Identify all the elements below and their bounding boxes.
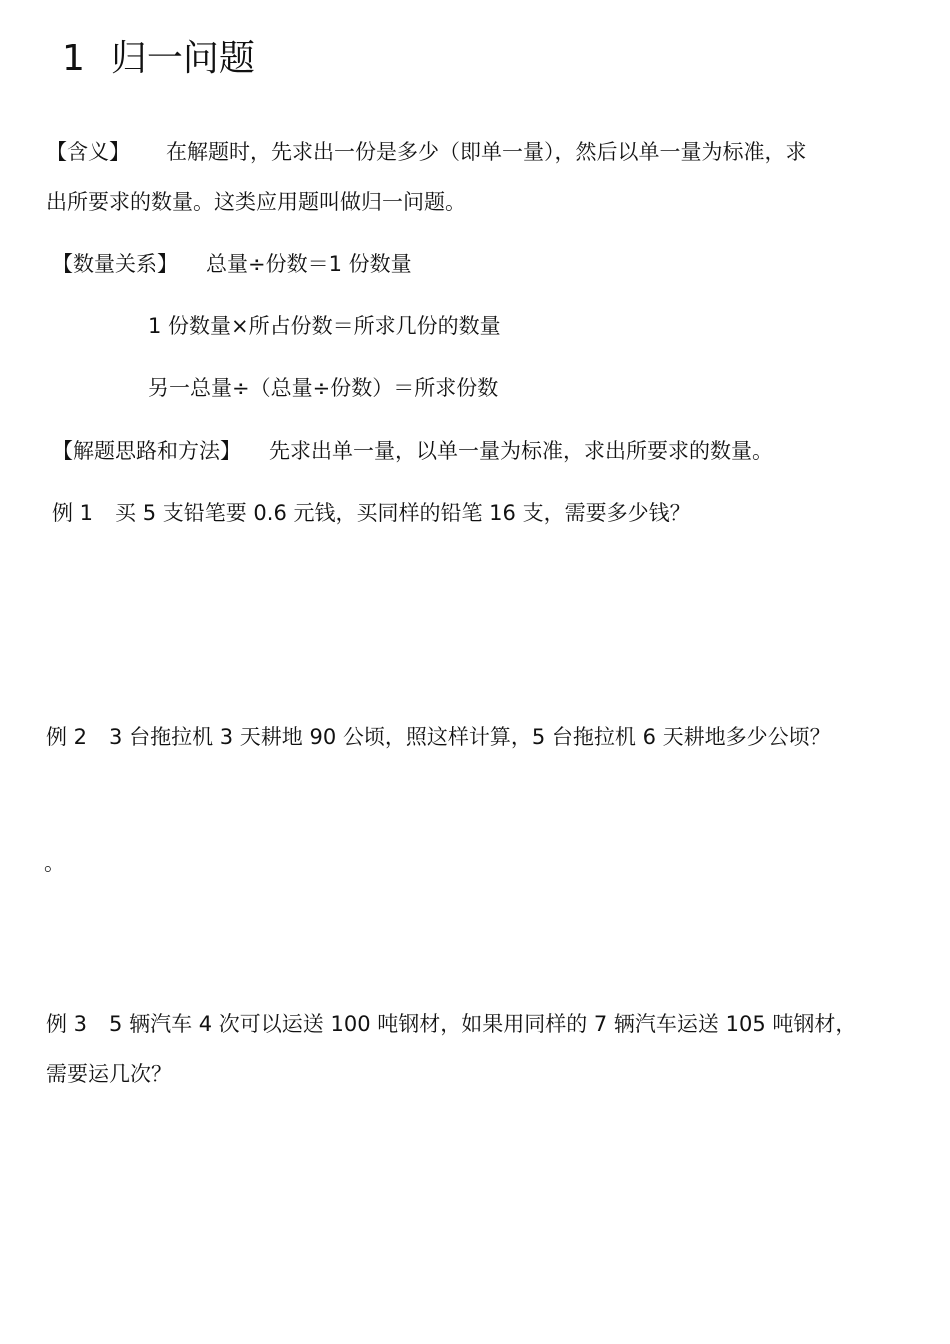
example-3-line-2: 需要运几次？ [46, 1062, 172, 1086]
example-1-label: 例 1 [52, 501, 94, 525]
relations-formula-2: 1 份数量×所占份数＝所求几份的数量 [148, 314, 501, 338]
example-1 [52, 498, 691, 528]
method-line [52, 436, 773, 466]
relations-label: 【数量关系】 [52, 252, 178, 276]
page-title [62, 34, 255, 84]
example-3 [46, 1009, 856, 1039]
meaning-text-1: 在解题时，先求出一份是多少（即单一量），然后以单一量为标准，求 [166, 140, 807, 164]
example-2 [46, 722, 831, 752]
example-2-text: 3 台拖拉机 3 天耕地 90 公顷，照这样计算，5 台拖拉机 6 天耕地多少公顷？ [109, 725, 831, 749]
relations-line-1 [52, 249, 412, 279]
meaning-line-2: 出所要求的数量。这类应用题叫做归一问题。 [46, 190, 466, 214]
example-3-text: 5 辆汽车 4 次可以运送 100 吨钢材，如果用同样的 7 辆汽车运送 105 吨钢材， [109, 1012, 857, 1036]
example-1-text: 买 5 支铅笔要 0.6 元钱，买同样的铅笔 16 支，需要多少钱？ [115, 501, 691, 525]
relations-formula-1: 总量÷份数＝1 份数量 [206, 252, 412, 276]
title-number: 1 [62, 38, 85, 79]
relations-formula-3: 另一总量÷（总量÷份数）＝所求份数 [148, 376, 499, 400]
meaning-line-1 [46, 137, 807, 167]
example-3-label: 例 3 [46, 1012, 88, 1036]
method-label: 【解题思路和方法】 [52, 439, 241, 463]
method-text: 先求出单一量，以单一量为标准，求出所要求的数量。 [269, 439, 773, 463]
example-2-trailing-mark: 。 [44, 851, 65, 875]
meaning-label: 【含义】 [46, 140, 130, 164]
example-2-label: 例 2 [46, 725, 88, 749]
title-text: 归一问题 [110, 38, 255, 79]
